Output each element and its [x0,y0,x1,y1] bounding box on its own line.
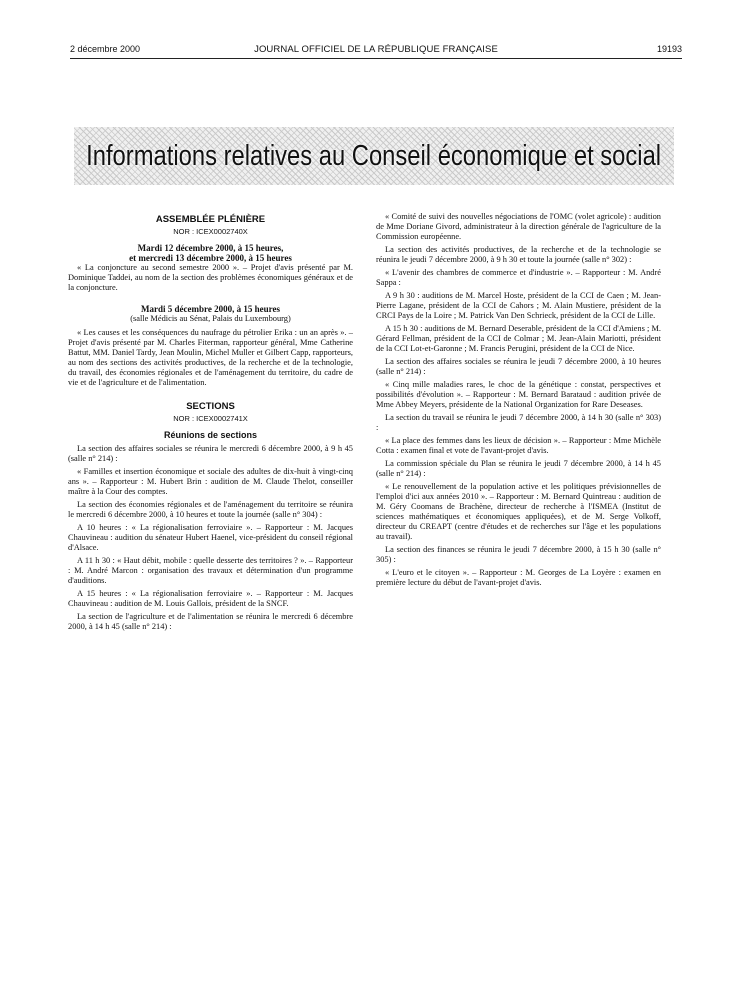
assemblee-nor: NOR : ICEX0002740X [173,227,248,236]
section-paragraph: La section des finances se réunira le jeudi 7 décembre 2000, à 15 h 30 (salle n° 305) : [376,545,661,564]
sections-heading: SECTIONS [186,401,235,412]
section-paragraph: « Cinq mille maladies rares, le choc de la génétique : constat, perspectives et possibilités d'évolution ». – Rapporteur : M. Bernard Barataud : audition privée de Mme Abbey Meyers, présidente de la National Organization for Rare Deseases. [376,380,661,409]
left-column [68,212,353,635]
session-date-1b: et mercredi 13 décembre 2000, à 15 heures [129,253,292,263]
section-paragraph: A 11 h 30 : « Haut débit, mobile : quelle desserte des territoires ? ». – Rapporteur : M. André Marcon : organisation des travaux et détermination d'un programme d'auditions. [68,556,353,585]
section-banner [74,127,674,185]
session-date-2: Mardi 5 décembre 2000, à 15 heures [141,304,280,314]
page-header [70,44,682,59]
banner-title: Informations relatives au Conseil économique et social [86,139,662,172]
section-paragraph: « L'avenir des chambres de commerce et d'industrie ». – Rapporteur : M. André Sappa : [376,268,661,287]
sections-nor: NOR : ICEX0002741X [173,414,248,423]
section-paragraph: « Familles et insertion économique et sociale des adultes de dix-huit à vingt-cinq ans ». – Rapporteur : M. Hubert Brin : audition de M. Claude Thelot, conseiller maître à la Cour des comptes. [68,467,353,496]
section-paragraph: La section des affaires sociales se réunira le mercredi 6 décembre 2000, à 9 h 45 (salle n° 214) : [68,444,353,463]
section-paragraph: La section des affaires sociales se réunira le jeudi 7 décembre 2000, à 10 heures (salle n° 214) : [376,357,661,376]
assemblee-heading: ASSEMBLÉE PLÉNIÈRE [155,214,266,225]
section-paragraph: A 15 h 30 : auditions de M. Bernard Deserable, président de la CCI d'Amiens ; M. Gérard Fellman, président de la CCI de Colmar ; M. Jean-Alain Mariotti, président de la CCI Lot-et-Garonne ; M. Francis Perugini, président de la CCI de Nice. [376,324,661,353]
section-paragraph: La commission spéciale du Plan se réunira le jeudi 7 décembre 2000, à 14 h 45 (salle n° 214) : [376,459,661,478]
section-paragraph: A 10 heures : « La régionalisation ferroviaire ». – Rapporteur : M. Jacques Chauvineau : audition du sénateur Hubert Haenel, vice-président du conseil régional d'Alsace. [68,523,353,552]
section-paragraph: « L'euro et le citoyen ». – Rapporteur : M. Georges de La Loyère : examen en première lecture du début de l'avant-projet d'avis. [376,568,661,587]
section-paragraph: La section de l'agriculture et de l'alimentation se réunira le mercredi 6 décembre 2000, à 14 h 45 (salle n° 214) : [68,612,353,631]
sections-subheading: Réunions de sections [163,430,258,440]
session-date-1a: Mardi 12 décembre 2000, à 15 heures, [137,243,284,253]
session-location: (salle Médicis au Sénat, Palais du Luxembourg) [130,314,291,323]
section-paragraph: A 9 h 30 : auditions de M. Marcel Hoste, président de la CCI de Caen ; M. Jean-Pierre Lagane, président de la CCI de Cahors ; M. Alain Mustiere, président de la CRCI Pays de la Loire ; M. Patrick Van Den Schrieck, président de la CCI de Lille. [376,291,661,320]
section-paragraph: A 15 heures : « La régionalisation ferroviaire ». – Rapporteur : M. Jacques Chauvineau : audition de M. Louis Gallois, président de la SNCF. [68,589,353,608]
section-paragraph: « Comité de suivi des nouvelles négociations de l'OMC (volet agricole) : audition de Mme Doriane Givord, administrateur à la direction générale de l'agriculture de la Commission européenne. [376,212,661,241]
agenda-paragraph: « La conjoncture au second semestre 2000 ». – Projet d'avis présenté par M. Dominique Taddei, au nom de la section des problèmes économiques généraux et de la conjoncture. [68,263,353,292]
section-paragraph: « Le renouvellement de la population active et les politiques prévisionnelles de l'emploi d'ici aux années 2010 ». – Rapporteur : M. Bernard Quintreau : audition de M. Géry Coomans de Brachène, directeur de recherche à l'ISMEA (Institut de sciences mathématiques et économiques appliquées), et de M. Serge Volkoff, directeur du CREAPT (centre d'études et de recherches sur l'âge et les populations au travail). [376,482,661,541]
right-column [376,212,661,591]
header-date: 2 décembre 2000 [70,44,141,54]
journal-title: JOURNAL OFFICIEL DE LA RÉPUBLIQUE FRANÇAISE [254,44,498,55]
page-number: 19193 [656,44,682,54]
section-paragraph: La section du travail se réunira le jeudi 7 décembre 2000, à 14 h 30 (salle n° 303) : [376,413,661,432]
section-paragraph: La section des activités productives, de la recherche et de la technologie se réunira le jeudi 7 décembre 2000, à 9 h 30 et toute la journée (salle n° 302) : [376,245,661,264]
agenda-paragraph: « Les causes et les conséquences du naufrage du pétrolier Erika : un an après ». – Projet d'avis présenté par M. Charles Fiterman, rapporteur général, Mme Catherine Battut, MM. Daniel Tardy, Jean Moulin, Michel Muller et Gilbert Capp, rapporteurs, au nom des sections des activités productives, de la recherche et de la technologie, du travail, des économies régionales et de l'aménagement du territoire, du cadre de vie et de l'agriculture et de l'alimentation. [68,328,353,387]
section-paragraph: « La place des femmes dans les lieux de décision ». – Rapporteur : Mme Michèle Cotta : examen final et vote de l'avant-projet d'avis. [376,436,661,455]
section-paragraph: La section des économies régionales et de l'aménagement du territoire se réunira le mercredi 6 décembre 2000, à 10 heures et toute la journée (salle n° 304) : [68,500,353,519]
